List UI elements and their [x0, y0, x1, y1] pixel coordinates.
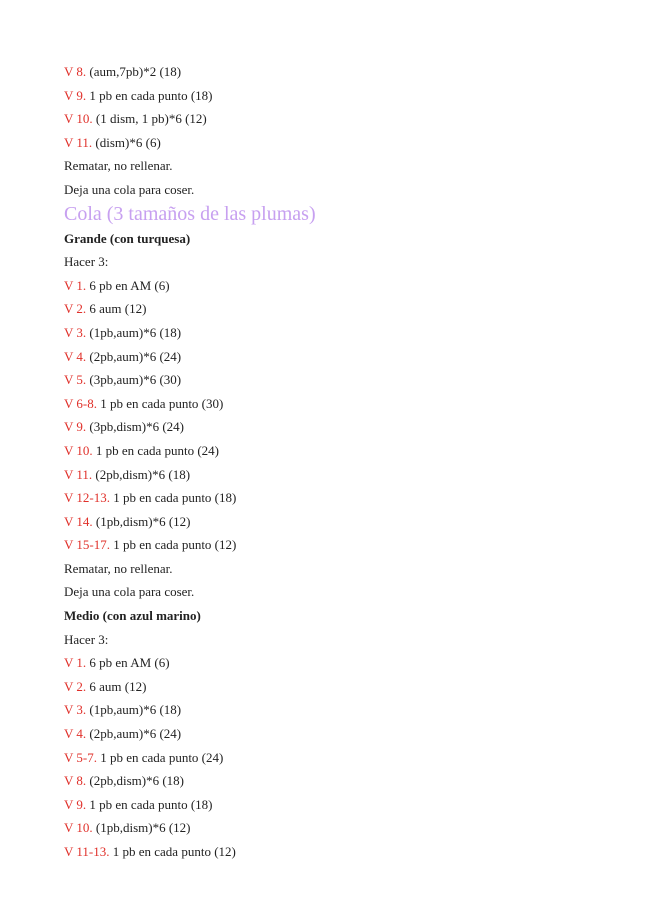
- round-line: [64, 368, 644, 392]
- round-line: [64, 486, 644, 510]
- round-instruction: (2pb,dism)*6 (18): [92, 466, 191, 482]
- round-label: V 15-17.: [64, 537, 110, 553]
- round-line: [64, 274, 644, 298]
- round-instruction: (2pb,aum)*6 (24): [86, 726, 182, 742]
- round-line: [64, 297, 644, 321]
- round-instruction: (1 dism, 1 pb)*6 (12): [92, 111, 207, 127]
- round-instruction: 1 pb en cada punto (24): [92, 442, 220, 458]
- round-label: V 2.: [64, 301, 87, 317]
- round-line: [64, 840, 644, 864]
- round-instruction: (2pb,aum)*6 (24): [86, 348, 182, 364]
- round-line: [64, 533, 644, 557]
- round-label: V 10.: [64, 111, 93, 127]
- round-line: [64, 321, 644, 345]
- round-line: [64, 698, 644, 722]
- make-count: Hacer 3:: [64, 631, 109, 647]
- round-line: [64, 722, 644, 746]
- finish-instruction: Deja una cola para coser.: [64, 181, 195, 197]
- round-label: V 11.: [64, 134, 93, 150]
- round-line: [64, 746, 644, 770]
- finish-instruction: Rematar, no rellenar.: [64, 158, 173, 174]
- round-line: [64, 793, 644, 817]
- round-line: [64, 463, 644, 487]
- make-count: Hacer 3:: [64, 254, 109, 270]
- finish-instruction: Rematar, no rellenar.: [64, 560, 173, 576]
- round-label: V 5.: [64, 372, 87, 388]
- section-heading: Cola (3 tamaños de las plumas): [64, 202, 316, 225]
- round-instruction: 1 pb en cada punto (18): [86, 796, 213, 812]
- round-line: [64, 439, 644, 463]
- round-instruction: (2pb,dism)*6 (18): [86, 773, 185, 789]
- round-instruction: 6 aum (12): [86, 678, 147, 694]
- round-label: V 14.: [64, 513, 93, 529]
- round-label: V 5-7.: [64, 749, 97, 765]
- round-label: V 3.: [64, 702, 87, 718]
- round-instruction: 6 aum (12): [86, 301, 147, 317]
- subsection-title-medium: Medio (con azul marino): [64, 608, 201, 624]
- round-line: [64, 769, 644, 793]
- round-instruction: 1 pb en cada punto (18): [86, 87, 213, 103]
- round-instruction: (3pb,aum)*6 (30): [86, 372, 182, 388]
- round-label: V 6-8.: [64, 395, 97, 411]
- round-label: V 9.: [64, 87, 87, 103]
- round-line: [64, 510, 644, 534]
- round-line: [64, 345, 644, 369]
- round-line: [64, 107, 644, 131]
- document-content: [64, 60, 644, 864]
- round-instruction: 1 pb en cada punto (24): [96, 749, 224, 765]
- round-line: [64, 816, 644, 840]
- round-label: V 11.: [64, 466, 93, 482]
- round-label: V 3.: [64, 324, 87, 340]
- round-instruction: (1pb,aum)*6 (18): [86, 324, 182, 340]
- round-instruction: (1pb,dism)*6 (12): [92, 513, 191, 529]
- round-instruction: (aum,7pb)*2 (18): [86, 64, 182, 79]
- round-label: V 1.: [64, 277, 87, 293]
- round-label: V 12-13.: [64, 490, 110, 506]
- subsection-title-large: Grande (con turquesa): [64, 230, 191, 246]
- round-line: [64, 392, 644, 416]
- round-line: [64, 84, 644, 108]
- round-instruction: 1 pb en cada punto (30): [96, 395, 224, 411]
- round-instruction: (dism)*6 (6): [92, 134, 161, 150]
- round-label: V 1.: [64, 655, 87, 671]
- round-line: [64, 415, 644, 439]
- round-line: [64, 131, 644, 155]
- round-label: V 4.: [64, 348, 87, 364]
- round-line: [64, 651, 644, 675]
- round-instruction: 1 pb en cada punto (12): [109, 537, 237, 553]
- round-instruction: 6 pb en AM (6): [86, 277, 170, 293]
- round-label: V 10.: [64, 442, 93, 458]
- round-label: V 11-13.: [64, 844, 110, 859]
- round-instruction: (1pb,dism)*6 (12): [92, 820, 191, 836]
- round-label: V 8.: [64, 773, 87, 789]
- round-label: V 9.: [64, 419, 87, 435]
- round-label: V 2.: [64, 678, 87, 694]
- round-line: [64, 60, 644, 84]
- round-instruction: (1pb,aum)*6 (18): [86, 702, 182, 718]
- round-label: V 8.: [64, 64, 87, 79]
- round-instruction: (3pb,dism)*6 (24): [86, 419, 185, 435]
- round-line: [64, 675, 644, 699]
- round-label: V 9.: [64, 796, 87, 812]
- round-instruction: 1 pb en cada punto (18): [109, 490, 237, 506]
- round-instruction: 1 pb en cada punto (12): [109, 844, 236, 859]
- finish-instruction: Deja una cola para coser.: [64, 584, 195, 600]
- round-label: V 4.: [64, 726, 87, 742]
- round-label: V 10.: [64, 820, 93, 836]
- round-instruction: 6 pb en AM (6): [86, 655, 170, 671]
